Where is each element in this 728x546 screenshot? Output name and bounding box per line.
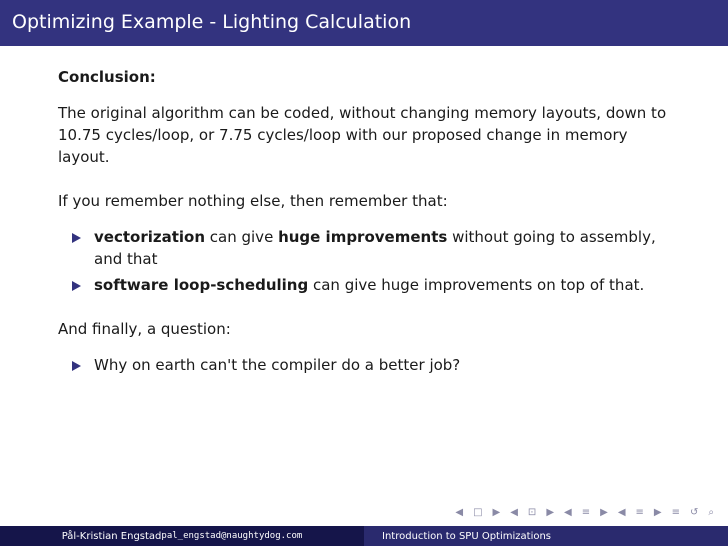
bullet1-bold1: vectorization <box>94 228 206 246</box>
bullet2-bold1: software loop-scheduling <box>94 276 309 294</box>
talk-title: Introduction to SPU Optimizations <box>382 530 552 542</box>
nav-next-section-icon[interactable]: ▶ <box>600 507 608 518</box>
bullet1-bold2: huge improvements <box>278 228 448 246</box>
bullet3-text: Why on earth can't the compiler do a better job? <box>94 356 461 374</box>
bullet-item-vectorization <box>72 226 678 270</box>
paragraph-2: If you remember nothing else, then remember that: <box>58 192 448 210</box>
nav-prev-doc-icon[interactable]: ◀ <box>617 507 626 518</box>
paragraph-1: The original algorithm can be coded, without changing memory layouts, down to 10.75 cycles/loop, or 7.75 cycles/loop with our proposed change in memory layout. <box>58 104 667 166</box>
footer-author <box>0 526 364 546</box>
bullet-list-1 <box>72 226 678 296</box>
nav-next-doc-icon[interactable]: ▶ <box>653 507 662 518</box>
bullet-list-2 <box>72 354 678 376</box>
nav-prev-frame-icon[interactable]: ◀ <box>455 507 464 518</box>
nav-prev-section-icon[interactable]: ◀ <box>564 507 572 518</box>
nav-frame-icon[interactable]: □ <box>473 507 483 518</box>
author-name: Pål-Kristian Engstad <box>61 530 162 542</box>
footer <box>0 526 728 546</box>
nav-section-icon[interactable]: ≡ <box>581 507 591 518</box>
title-bar <box>0 0 728 46</box>
paragraph-3: And finally, a question: <box>58 320 231 338</box>
bullet1-text2: without going to assembly, and that <box>94 228 656 268</box>
bullet-item-question <box>72 354 678 376</box>
bullet2-text1: can give huge improvements on top of that. <box>308 276 645 294</box>
slide-content <box>58 66 678 380</box>
triangle-bullet-icon <box>72 281 81 291</box>
conclusion-heading: Conclusion: <box>58 68 156 86</box>
triangle-bullet-icon <box>72 233 81 243</box>
nav-subsection-icon[interactable]: ⊡ <box>527 507 537 518</box>
nav-appendix-icon[interactable]: ≡ <box>671 507 680 518</box>
bullet1-text1: can give <box>205 228 279 246</box>
bullet-item-scheduling <box>72 274 678 296</box>
nav-next-subsection-icon[interactable]: ▶ <box>546 507 555 518</box>
nav-prev-subsection-icon[interactable]: ◀ <box>510 507 518 518</box>
author-email: pal_engstad@naughtydog.com <box>161 531 303 541</box>
footer-talk-title <box>364 526 728 546</box>
beamer-navigation <box>455 507 714 518</box>
nav-search-icon[interactable]: ⌕ <box>708 507 714 518</box>
nav-back-icon[interactable]: ↺ <box>690 507 699 518</box>
nav-doc-icon[interactable]: ≡ <box>635 507 644 518</box>
slide-title: Optimizing Example - Lighting Calculation <box>12 11 412 33</box>
triangle-bullet-icon <box>72 361 81 371</box>
nav-next-frame-icon[interactable]: ▶ <box>492 507 501 518</box>
